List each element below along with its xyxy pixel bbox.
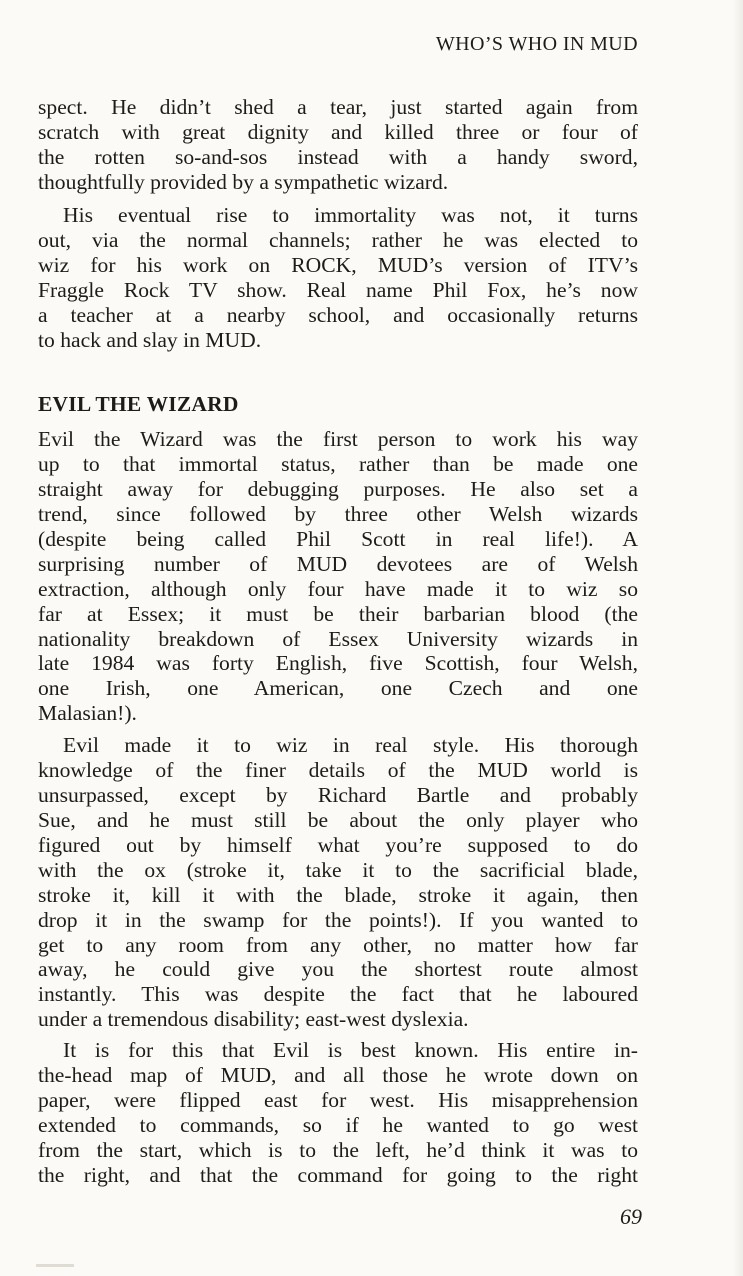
section-heading: EVIL THE WIZARD: [38, 392, 239, 416]
text-line: extended to commands, so if he wanted to go west: [38, 1112, 638, 1137]
text-line: His eventual rise to immortality was not, it turns: [63, 203, 638, 227]
paragraph-dyslexia: [38, 1038, 638, 1188]
text-line: scratch with great dignity and killed three or four of: [38, 119, 638, 144]
text-line: trend, since followed by three other Welsh wizards: [38, 501, 638, 526]
text-line: the rotten so-and-sos instead with a handy sword,: [38, 144, 638, 169]
text-line: out, via the normal channels; rather he was elected to: [38, 227, 638, 252]
text-line: surprising number of MUD devotees are of Welsh: [38, 551, 638, 576]
text-line: Sue, and he must still be about the only player who: [38, 807, 638, 832]
text-line: from the start, which is to the left, he’d think it was to: [38, 1137, 638, 1162]
text-line: to hack and slay in MUD.: [38, 327, 262, 352]
text-line: knowledge of the finer details of the MUD world is: [38, 757, 638, 782]
text-line: extraction, although only four have made it to wiz so: [38, 576, 638, 601]
text-line: away, he could give you the shortest route almost: [38, 957, 638, 982]
text-line: spect. He didn’t shed a tear, just started again from: [38, 95, 638, 119]
text-line: wiz for his work on ROCK, MUD’s version of ITV’s: [38, 252, 638, 277]
text-line: thoughtfully provided by a sympathetic wizard.: [38, 169, 449, 194]
text-line: Evil made it to wiz in real style. His thorough: [63, 733, 638, 757]
text-line: It is for this that Evil is best known. His entire in-: [63, 1038, 638, 1062]
text-line: paper, were flipped east for west. His misapprehension: [38, 1087, 638, 1112]
text-line: drop it in the swamp for the points!). If you wanted to: [38, 907, 638, 932]
text-line: one Irish, one American, one Czech and one: [38, 676, 638, 701]
text-line: Malasian!).: [38, 701, 137, 726]
text-line: (despite being called Phil Scott in real life!). A: [38, 526, 638, 551]
text-line: the right, and that the command for going to the right: [38, 1162, 638, 1187]
text-line: with the ox (stroke it, take it to the sacrificial blade,: [38, 857, 638, 882]
text-line: unsurpassed, except by Richard Bartle and probably: [38, 782, 638, 807]
text-line: a teacher at a nearby school, and occasionally returns: [38, 302, 638, 327]
text-line: under a tremendous disability; east-west dyslexia.: [38, 1007, 469, 1032]
text-line: get to any room from any other, no matter how far: [38, 932, 638, 957]
text-line: Evil the Wizard was the first person to work his way: [38, 427, 638, 451]
page-number: 69: [620, 1204, 642, 1229]
text-line: late 1984 was forty English, five Scottish, four Welsh,: [38, 651, 638, 676]
text-line: nationality breakdown of Essex University wizards in: [38, 626, 638, 651]
paragraph-immortality: [38, 203, 638, 353]
page-edge-shadow: [733, 0, 743, 1276]
text-line: straight away for debugging purposes. He also set a: [38, 476, 638, 501]
text-line: far at Essex; it must be their barbarian blood (the: [38, 601, 638, 626]
text-line: the-head map of MUD, and all those he wrote down on: [38, 1062, 638, 1087]
paragraph-evil-wiz: [38, 733, 638, 1032]
paragraph-continuation: [38, 95, 638, 195]
text-line: Fraggle Rock TV show. Real name Phil Fox, he’s now: [38, 277, 638, 302]
text-line: up to that immortal status, rather than be made one: [38, 451, 638, 476]
running-head: WHO’S WHO IN MUD: [435, 33, 638, 55]
text-line: instantly. This was despite the fact that he laboured: [38, 982, 638, 1007]
text-line: figured out by himself what you’re supposed to do: [38, 832, 638, 857]
paragraph-evil-intro: [38, 427, 638, 726]
text-line: stroke it, kill it with the blade, stroke it again, then: [38, 882, 638, 907]
scan-edge-mark: [36, 1264, 74, 1267]
